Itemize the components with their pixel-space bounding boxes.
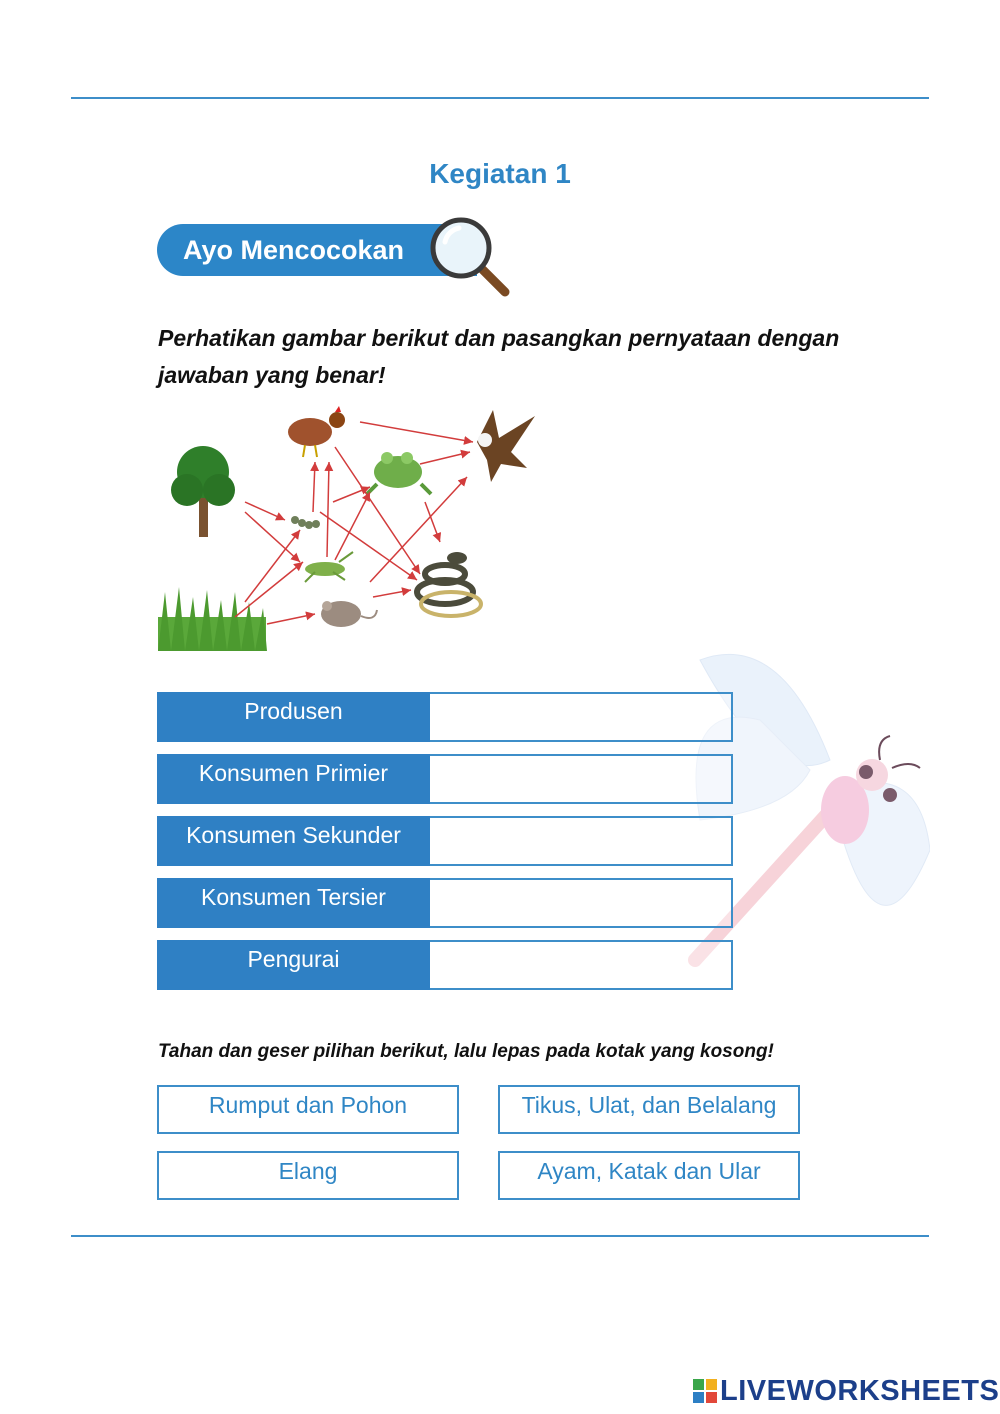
match-row-konsumen-tersier <box>157 878 733 928</box>
drop-slot-produsen[interactable] <box>430 692 733 742</box>
caterpillar-icon <box>291 516 320 529</box>
match-row-konsumen-primier <box>157 754 733 804</box>
drop-slot-konsumen-primier[interactable] <box>430 754 733 804</box>
frog-icon <box>367 452 431 494</box>
bottom-divider <box>71 1235 929 1237</box>
liveworksheets-logo <box>693 1374 999 1408</box>
drop-slot-pengurai[interactable] <box>430 940 733 990</box>
snake-icon <box>417 552 481 616</box>
top-divider <box>71 97 929 99</box>
instruction-text: Perhatikan gambar berikut dan pasangkan pernyataan dengan jawaban yang benar! <box>158 325 840 388</box>
brand-name: LIVEWORKSHEETS <box>720 1374 1000 1407</box>
tree-icon <box>171 446 235 537</box>
drag-instruction-text: Tahan dan geser pilihan berikut, lalu lepas pada kotak yang kosong! <box>158 1041 774 1062</box>
option-chip-elang[interactable]: Elang <box>157 1151 459 1200</box>
grass-icon <box>158 587 267 651</box>
match-row-produsen <box>157 692 733 742</box>
mouse-icon <box>321 601 377 627</box>
match-label: Pengurai <box>157 940 430 990</box>
magnifier-icon <box>425 212 515 302</box>
activity-badge: Ayo Mencocokan <box>157 224 477 276</box>
match-label: Konsumen Tersier <box>157 878 430 928</box>
match-label: Konsumen Primier <box>157 754 430 804</box>
drop-slot-konsumen-sekunder[interactable] <box>430 816 733 866</box>
option-chip-ayam-katak-ular[interactable]: Ayam, Katak dan Ular <box>498 1151 800 1200</box>
grasshopper-icon <box>305 552 353 582</box>
match-row-pengurai <box>157 940 733 990</box>
drop-slot-konsumen-tersier[interactable] <box>430 878 733 928</box>
match-label: Produsen <box>157 692 430 742</box>
option-chip-rumput-dan-pohon[interactable]: Rumput dan Pohon <box>157 1085 459 1134</box>
liveworksheets-logo-icon <box>693 1379 717 1403</box>
food-web-illustration <box>155 402 555 657</box>
match-label: Konsumen Sekunder <box>157 816 430 866</box>
eagle-icon <box>477 410 535 482</box>
match-row-konsumen-sekunder <box>157 816 733 866</box>
option-chip-tikus-ulat-belalang[interactable]: Tikus, Ulat, dan Belalang <box>498 1085 800 1134</box>
page-title: Kegiatan 1 <box>429 158 571 189</box>
